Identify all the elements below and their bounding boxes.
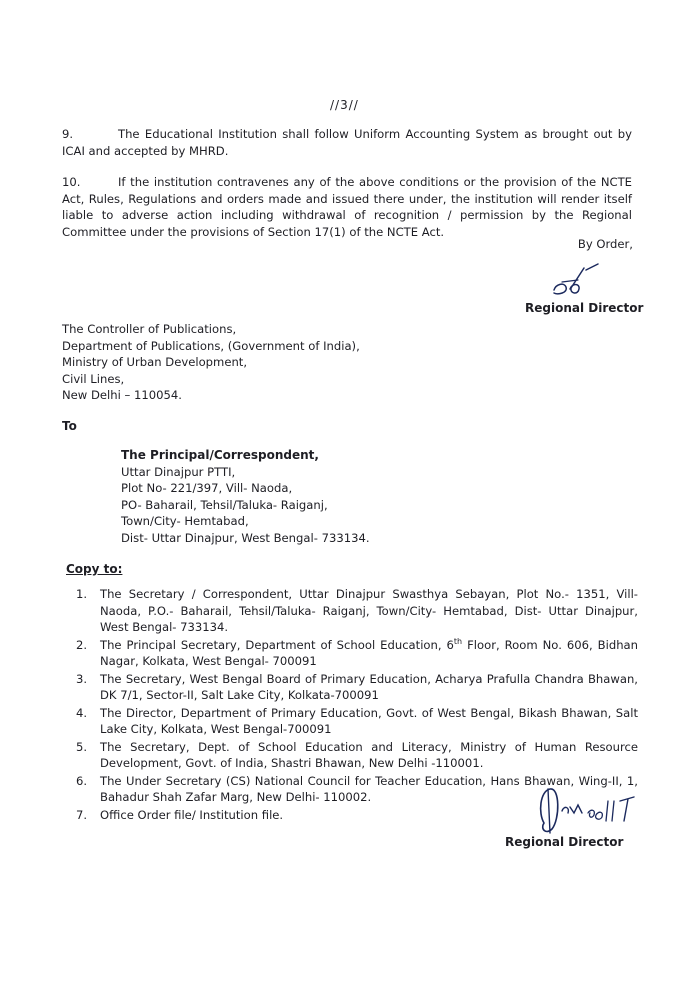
page-number: //3//	[330, 98, 359, 112]
by-order-text: By Order,	[577, 237, 633, 251]
copy-to-heading: Copy to:	[66, 562, 123, 576]
list-item: 2. The Principal Secretary, Department of School Education, 6th Floor, Room No. 606, Bidhan Nagar, Kolkata, West Bengal- 700091	[76, 636, 638, 668]
to-label: To	[62, 419, 77, 433]
recipient-line: PO- Baharail, Tehsil/Taluka- Raiganj,	[121, 497, 328, 512]
address-line: Civil Lines,	[62, 371, 125, 386]
list-item: 3. The Secretary, West Bengal Board of Primary Education, Acharya Prafulla Chandra Bhawan, DK 7/1, Sector-II, Salt Lake City, Kolkata-700091	[76, 671, 638, 702]
list-item: 1. The Secretary / Correspondent, Uttar Dinajpur Swasthya Sebayan, Plot No.- 1351, Vill- Naoda, P.O.- Baharail, Tehsil/Taluka- Raiganj, Town/City- Hemtabad, Dist- Uttar Dinajpur, West Bengal- 733134.	[76, 587, 638, 634]
recipient-line: Dist- Uttar Dinajpur, West Bengal- 733134.	[121, 530, 370, 545]
paragraph-text: The Educational Institution shall follow Uniform Accounting System as brought out by ICAI and accepted by MHRD.	[62, 127, 632, 158]
condition-paragraph-10	[62, 174, 632, 240]
signatory-title: Regional Director	[505, 835, 624, 849]
list-item: 5. The Secretary, Dept. of School Education and Literacy, Ministry of Human Resource Development, Govt. of India, Shastri Bhawan, New Delhi -110001.	[76, 739, 638, 770]
handwritten-signature-icon	[530, 783, 640, 841]
recipient-line: Uttar Dinajpur PTTI,	[121, 464, 236, 479]
address-line: The Controller of Publications,	[62, 322, 237, 336]
list-item: 4. The Director, Department of Primary Education, Govt. of West Bengal, Bikash Bhawan, Salt Lake City, Kolkata, West Bengal-700091	[76, 705, 638, 736]
signature-sd-icon	[548, 262, 608, 300]
paragraph-text: If the institution contravenes any of the above conditions or the provision of the NCTE Act, Rules, Regulations and orders made and issued there under, the institution will render itself liable to adverse action including withdrawal of recognition / permission by the Regional Committee under the provisions of Section 17(1) of the NCTE Act.	[62, 175, 632, 239]
controller-address-block	[62, 321, 482, 404]
recipient-address-block	[121, 447, 501, 546]
recipient-line: Plot No- 221/397, Vill- Naoda,	[121, 481, 293, 495]
recipient-line: Town/City- Hemtabad,	[121, 514, 249, 528]
recipient-heading: The Principal/Correspondent,	[121, 448, 319, 462]
list-item: 6. The Under Secretary (CS) National Council for Teacher Education, Hans Bhawan, Wing-II, 1, Bahadur Shah Zafar Marg, New Delhi- 110002.	[76, 773, 638, 804]
list-item: 7. Office Order file/ Institution file.	[76, 807, 284, 822]
paragraph-number: 10.	[62, 175, 81, 189]
signatory-title: Regional Director	[525, 301, 644, 315]
address-line: Ministry of Urban Development,	[62, 355, 248, 369]
paragraph-number: 9.	[62, 127, 74, 141]
address-line: Department of Publications, (Government of India),	[62, 338, 360, 353]
address-line: New Delhi – 110054.	[62, 388, 182, 402]
condition-paragraph-9	[62, 126, 632, 159]
